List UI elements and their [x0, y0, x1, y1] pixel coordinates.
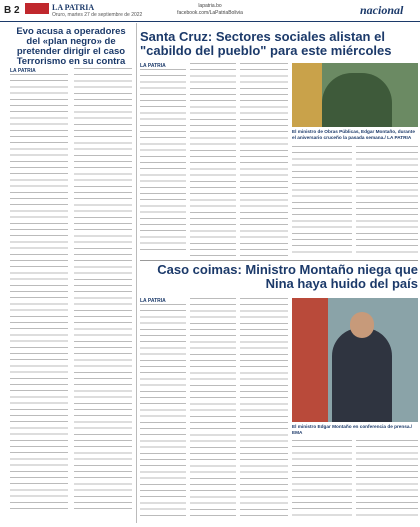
- left-headline: Evo acusa a operadores del «plan negro» de pretender dirigir el caso Terrorismo en su contra: [16, 26, 126, 67]
- page-header: [0, 0, 420, 22]
- brand-logo: [25, 3, 49, 14]
- top-text-1: [140, 69, 186, 255]
- left-text-1: [10, 74, 68, 514]
- website: lapatria.bo: [198, 3, 222, 9]
- top-column-4: [292, 146, 352, 257]
- section-name: nacional: [360, 3, 404, 17]
- top-column-2: [190, 63, 236, 257]
- bottom-text-1: [140, 304, 186, 518]
- top-kicker: LA PATRIA: [140, 63, 166, 69]
- bottom-column-2: [190, 298, 236, 520]
- photo-caption-2: El ministro Edgar Montaño en conferencia de prensa./ EMA: [292, 424, 413, 435]
- bottom-column-5: [356, 440, 418, 520]
- top-text-3: [240, 63, 288, 257]
- top-text-4: [292, 146, 352, 257]
- photo-caption-1: El ministro de Obras Públicas, Edgar Montaño, durante el aniversario cruceño la pasada semana./ LA PATRIA: [292, 129, 415, 140]
- photo-minister-conference: [292, 298, 418, 422]
- bottom-text-3: [240, 298, 288, 520]
- facebook-url: facebook.com/LaPatriaBolivia: [177, 10, 243, 16]
- top-text-5: [356, 146, 418, 257]
- left-column-1: [10, 68, 68, 518]
- bottom-text-5: [356, 440, 418, 520]
- bottom-kicker: LA PATRIA: [140, 298, 166, 304]
- left-column-2: [74, 68, 132, 518]
- photo-face: [350, 312, 374, 338]
- issue-date: Oruro, martes 27 de septiembre de 2022: [52, 12, 143, 18]
- bottom-column-3: [240, 298, 288, 520]
- top-column-3: [240, 63, 288, 257]
- photo-figure: [322, 73, 392, 127]
- bottom-column-4: [292, 440, 352, 520]
- top-text-2: [190, 63, 236, 257]
- top-column-5: [356, 146, 418, 257]
- bottom-text-4: [292, 440, 352, 520]
- photo-figure: [332, 328, 392, 422]
- bottom-text-2: [190, 298, 236, 520]
- photo-banner: [292, 298, 328, 422]
- column-divider: [136, 23, 137, 523]
- page-number: B 2: [4, 5, 20, 16]
- header-rule: [0, 21, 420, 22]
- bottom-headline: Caso coimas: Ministro Montaño niega que Nina haya huido del país: [157, 262, 418, 291]
- top-headline: Santa Cruz: Sectores sociales alistan el "cabildo del pueblo" para este miércoles: [140, 29, 392, 58]
- article-divider: [140, 260, 418, 261]
- brand-name: LA PATRIA: [52, 3, 95, 12]
- photo-minister-anniversary: [292, 63, 418, 127]
- left-text-2: [74, 68, 132, 514]
- top-column-1: [140, 63, 186, 257]
- photo-flag: [292, 63, 322, 127]
- bottom-column-1: [140, 298, 186, 520]
- left-kicker: LA PATRIA: [10, 68, 36, 74]
